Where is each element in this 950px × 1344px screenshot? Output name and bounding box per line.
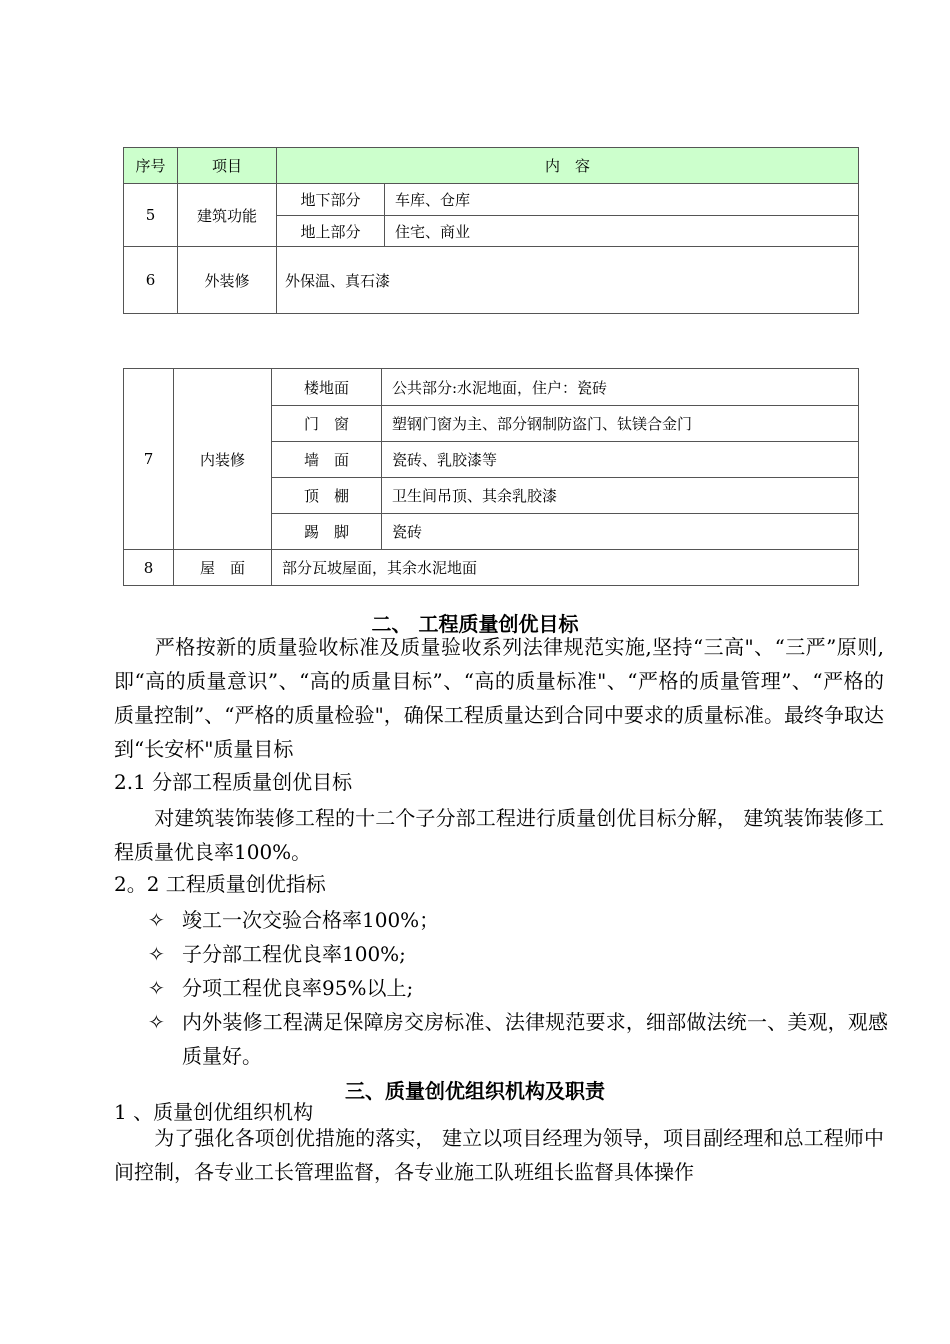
header-content: 内 容 [277,148,859,184]
sub-label: 踢 脚 [272,514,382,550]
sub-value: 塑钢门窗为主、部分钢制防盗门、钛镁合金门 [382,406,859,442]
bullet-text: 竣工一次交验合格率100%； [182,908,440,932]
row-item: 建筑功能 [178,184,277,247]
sub-value: 卫生间吊顶、其余乳胶漆 [382,478,859,514]
section-paragraph: 对建筑装饰装修工程的十二个子分部工程进行质量创优目标分解， 建筑装饰装修工程质量优良率100%。 [114,806,884,864]
section-heading: 三、质量创优组织机构及职责 [345,1079,605,1103]
table-row [124,369,859,406]
bullet-text: 内外装修工程满足保障房交房标准、法律规范要求，细部做法统一、美观，观感质量好。 [182,1010,888,1068]
table-header-row [124,148,859,184]
table-row [124,184,859,216]
row-value: 外保温、真石漆 [277,247,859,314]
subsection-title: 1 、质量创优组织机构 [114,1100,314,1124]
section-heading: 二、 工程质量创优目标 [371,612,579,636]
sub-value: 公共部分:水泥地面，住户：瓷砖 [382,369,859,406]
sub-label: 地下部分 [277,184,385,216]
sub-value: 瓷砖 [382,514,859,550]
list-item [148,937,888,971]
list-item [148,971,888,1005]
row-no: 5 [124,184,178,247]
row-no: 7 [124,369,174,550]
sub-value: 车库、仓库 [385,184,859,216]
table-row [124,550,859,586]
diamond-bullet-icon: ✧ [148,942,165,966]
row-no: 8 [124,550,174,586]
diamond-bullet-icon: ✧ [148,908,165,932]
sub-label: 地上部分 [277,216,385,247]
list-item [148,903,888,937]
header-no: 序号 [124,148,178,184]
sub-label: 墙 面 [272,442,382,478]
subsection-title: 2。2 工程质量创优指标 [114,872,326,896]
header-item: 项目 [178,148,277,184]
diamond-bullet-icon: ✧ [148,1010,165,1034]
sub-label: 门 窗 [272,406,382,442]
table-row [124,247,859,314]
project-info-table-2 [123,368,859,586]
sub-value: 瓷砖、乳胶漆等 [382,442,859,478]
diamond-bullet-icon: ✧ [148,976,165,1000]
sub-label: 顶 棚 [272,478,382,514]
row-item: 内装修 [174,369,272,550]
subsection-title: 2.1 分部工程质量创优目标 [114,770,353,794]
section-paragraph: 严格按新的质量验收标准及质量验收系列法律规范实施,坚持“三高"、“三严”原则,即“高的质量意识”、“高的质量目标”、“高的质量标准"、“严格的质量管理”、“严格的质量控制”、“严格的质量检验"，确保工程质量达到合同中要求的质量标准。最终争取达到“长安杯"质量目标 [114,635,884,761]
bullet-text: 分项工程优良率95%以上; [182,976,414,1000]
row-item: 屋 面 [174,550,272,586]
sub-value: 住宅、商业 [385,216,859,247]
project-info-table-1 [123,147,859,314]
row-no: 6 [124,247,178,314]
bullet-text: 子分部工程优良率100%; [182,942,406,966]
row-value: 部分瓦坡屋面，其余水泥地面 [272,550,859,586]
sub-label: 楼地面 [272,369,382,406]
list-item [148,1005,888,1073]
row-item: 外装修 [178,247,277,314]
section-paragraph: 为了强化各项创优措施的落实， 建立以项目经理为领导，项目副经理和总工程师中间控制，各专业工长管理监督，各专业施工队班组长监督具体操作 [114,1126,884,1184]
